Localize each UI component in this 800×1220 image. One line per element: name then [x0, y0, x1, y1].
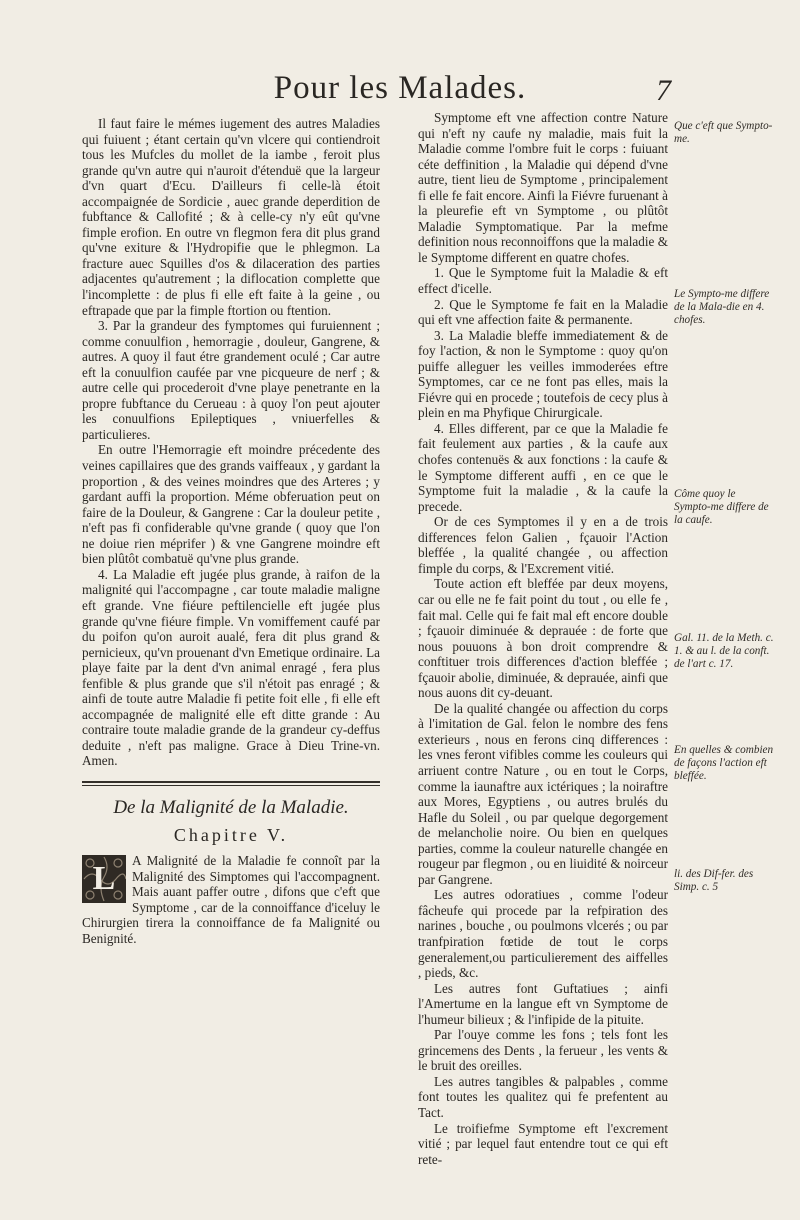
- paragraph: 1. Que le Symptome fuit la Maladie & eft effect d'icelle.: [418, 265, 668, 297]
- paragraph: 3. Par la grandeur des fymptomes qui furuiennent ; comme conuulfion , hemorragie , douleur, Gangrene, & autres. A quoy il faut étre grandement oculé ; Car autre eft la conuulfion caufée par vne picqueure de nerf ; & autre celle qui procederoit d'vne playe penetrante en la propre fubftance du Cerueau : à quoy l'on peut ajouter les conuulfions Epileptiques , vniuerfelles & particulieres.: [82, 318, 380, 442]
- paragraph: 4. La Maladie eft jugée plus grande, à raifon de la malignité qui l'accompagne , car toute maladie maligne eft grande. Vne fiéure peftilencielle eft jugée plus grande qu'vne fiéure fimple. Vn vomiffement caufé par du poifon qu'on auroit aualé, fera dit plus grand & pernicieux, qu'vn prouenant d'vn Emetique ordinaire. La playe faite par la dent d'vn animal enragé , fera plus fenfible & plus grande que s'il n'étoit pas enragé ; & ainfi de toute autre Maladie fi petite foit elle , fi elle eft accompagnée de malignité elle eft ditte grande : Au contraire toute maladie grande de la grandeur cy-deffus deduite , n'eft pas maligne. Grace à Dieu Trine-vn. Amen.: [82, 566, 380, 769]
- paragraph: Les autres font Guftatiues ; ainfi l'Amertume en la langue eft vn Symptome de l'humeur bilieux ; & l'infipide de la pituite.: [418, 980, 668, 1027]
- paragraph: De la qualité changée ou affection du corps à l'imitation de Gal. felon le nombre des fens exterieurs , nous en ferons cinq differences : les vnes feront vifibles comme les couleurs qui arriuent contre Nature , ou en tout le Corps, comme la iaunaftre aux ictériques ; la noiraftre aux Mores, Egyptiens , ou autres brulés du Hafle du Soleil , ou par quelque degorgement de melancholie noire. Ou bien en quelques parties, comme la couleur naturelle changée en rougeur par flegmon , ou en liuidité & noirceur par Gangrene.: [418, 700, 668, 887]
- chapter-heading: Chapitre V.: [173, 824, 289, 845]
- paragraph: Par l'ouye comme les fons ; tels font les grincemens des Dents , la ferueur , les vents & le bruit des oreilles.: [418, 1027, 668, 1074]
- section-title: De la Malignité de la Maladie.: [113, 796, 349, 818]
- initial-letter: L: [92, 860, 116, 898]
- paragraph: Le troifiefme Symptome eft l'excrement vitié ; par lequel faut entendre tout ce qui eft rete-: [418, 1120, 668, 1167]
- divider: [82, 785, 380, 786]
- paragraph: Or de ces Symptomes il y en a de trois differences felon Galien , fçauoir l'Action bleffée , la qualité changée , ou affection fimple du corps, & l'Excrement vitié.: [418, 514, 668, 576]
- decorated-initial: [82, 855, 126, 903]
- paragraph: Toute action eft bleffée par deux moyens, car ou elle ne fe fait point du tout , ou elle fe , fait mal. Celle qui fe fait mal eft encore double ; fçauoir diminuée & deprauée : de forte que nous pouuons à bon droit comprendre & conftituer trois differences d'action bleffée ; fçauoir abolie, diminuée, & deprauée, ainfi que nous auons dit cy-deuant.: [418, 576, 668, 701]
- margin-note: Le Sympto-me differe de la Mala-die en 4. chofes.: [674, 288, 770, 326]
- chapter-text: A Malignité de la Maladie fe connoît par la Malignité des Simptomes qui l'accompagnent. Mais auant paffer outre , difons que c'eft que Symptome , car de la connoiffance d'iceluy le Chirurgien tirera la connoiffance de fa Malignité ou Benignité.: [82, 853, 380, 946]
- margin-note: En quelles & combien de façons l'action eft bleffée.: [674, 744, 774, 782]
- left-column: [82, 116, 380, 946]
- margin-note: Gal. 11. de la Meth. c. 1. & au l. de la conft. de l'art c. 17.: [674, 632, 774, 670]
- paragraph: Symptome eft vne affection contre Nature qui n'eft ny caufe ny maladie, mais fuit la Maladie comme l'ombre fuit le corps : fuiuant céte deffinition , la Maladie qui dépend d'vne autre, tient lieu de Symptome , principalement fi elle fe fait encore. Ainfi la Fiévre furuenant à la pleurefie eft vn Symptome , ou plûtôt Maladie Symptomatique. Par la mefme definition nous reconnoiffons que la maladie & le Symptome different en quatre chofes.: [418, 110, 668, 265]
- paragraph: 2. Que le Symptome fe fait en la Maladie qui eft vne affection faite & permanente.: [418, 296, 668, 328]
- paragraph: En outre l'Hemorragie eft moindre précedente des veines capillaires que des grands vaiffeaux , y gardant la proportion , & des veines moindres que des Arteres ; y gardant auffi la proportion. Méme obferuation peut on faire de la Douleur, & Gangrene : Car la douleur petite , n'eft pas fi confiderable qu'vne grande ( quoy que l'on ne doiue rien méprifer ) & vne Gangrene moindre eft bien plûtôt combatuë qu'vne plus grande.: [82, 442, 380, 567]
- ornamental-rule: [82, 781, 380, 786]
- paragraph: Les autres tangibles & palpables , comme font toutes les qualitez qui fe prefentent au Tact.: [418, 1073, 668, 1120]
- running-head: Pour les Malades.: [273, 70, 527, 106]
- paragraph: 4. Elles different, par ce que la Maladie fe fait feulement aux parties , & la caufe aux chofes contenuës & aux fonctions : la caufe & le Symptome different auffi , en ce que le Symptome fuit la maladie , & la caufe la precede.: [418, 420, 668, 514]
- paragraph: 3. La Maladie bleffe immediatement & de foy l'action, & non le Symptome : quoy qu'on puiffe alleguer les veilles immoderées eftre Symptomes, car ce ne font pas elles, mais la Fiévre qui en procede ; toutefois de cecy plus à plein en ma Phyfique Chirurgicale.: [418, 327, 668, 421]
- chapter-opening: [82, 853, 380, 946]
- divider: [82, 781, 380, 783]
- margin-note: Que c'eft que Sympto-me.: [674, 120, 773, 145]
- margin-note: Côme quoy le Sympto-me differe de la caufe.: [674, 488, 769, 526]
- paragraph: Les autres odoratiues , comme l'odeur fâcheufe qui procede par la refpiration des narines , bouche , ou poulmons vlcerés ; ou par tranfpiration fœtide de tout le corps generalement,ou particulierement des aiffelles , pieds, &c.: [418, 887, 668, 981]
- paragraph: Il faut faire le mémes iugement des autres Maladies qui fuiuent ; étant certain qu'vn vlcere qui contiendroit tous les Mufcles du mollet de la iambe , feroit plus grande qu'vn autre qui n'auroit d'étenduë que la largeur d'vn quart d'Ecu. D'ailleurs fi celle-là étoit accompaignée de Sordicie , auec grande deperdition de fubftance & Callofité ; & à celle-cy n'y eût qu'vne fimple erofion. En outre vn flegmon fera dit plus grand qu'vne exiture & l'Hydropifie que le phlegmon. La fracture auec Squilles d'os & dilaceration des parties adjacentes qu'autrement ; la diflocation complette que l'incomplette : de plus fi elle eft faite à la geine , ou eftrapade que par la fimple ftortion ou ftention.: [82, 116, 380, 318]
- margin-note: li. des Dif-fer. des Simp. c. 5: [674, 868, 754, 893]
- right-column: [418, 110, 668, 1167]
- page-number: 7: [656, 74, 671, 107]
